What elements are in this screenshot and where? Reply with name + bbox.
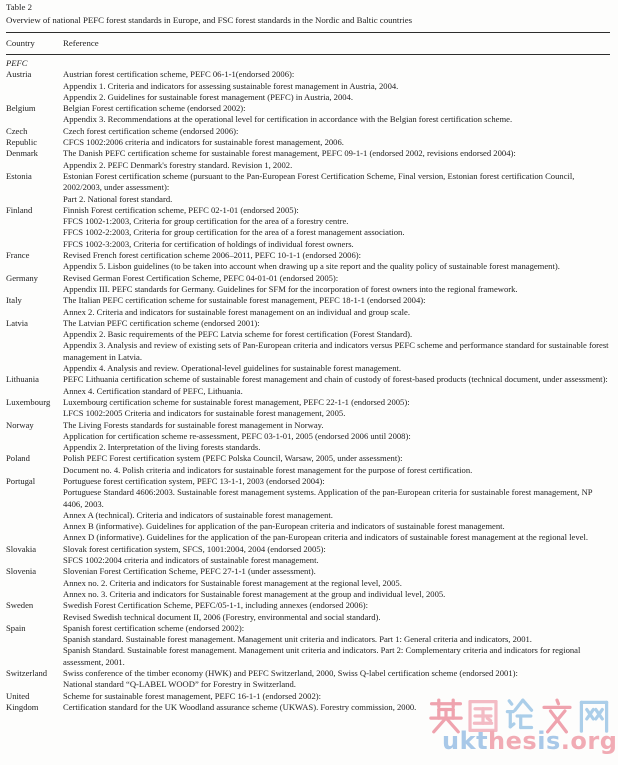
country-cell: Denmark: [6, 148, 38, 159]
reference-line: Belgian Forest certification scheme (endorsed 2002):: [63, 103, 246, 114]
column-header-reference: Reference: [63, 37, 99, 48]
reference-line: The Italian PEFC certification scheme for sustainable forest management, PEFC 18-1-1 (endorsed 2004):: [63, 295, 426, 306]
country-cell: Germany: [6, 272, 38, 283]
watermark-url-letter: o: [570, 727, 588, 755]
reference-cell: [63, 544, 610, 567]
country-cell: Switzerland: [6, 668, 48, 679]
country-cell: Poland: [6, 453, 30, 464]
reference-cell: [63, 171, 610, 205]
country-cell: Luxembourg: [6, 396, 51, 407]
reference-line: Appendix 2. Basic requirements of the PEFC Latvia scheme for forest certification (Forest Standard).: [63, 329, 413, 340]
reference-line: Portuguese Standard 4606:2003. Sustainable forest management systems. Application of the pan-European criteria for sustainable forest management, NP 4406, 2003.: [63, 487, 593, 509]
reference-line: Revised French forest certification scheme 2006–2011, PEFC 10-1-1 (endorsed 2006):: [63, 250, 362, 261]
reference-line: Appendix 2. Interpretation of the living forests standards.: [63, 442, 261, 453]
reference-line: CFCS 1002:2006 criteria and indicators for sustainable forest management, 2006.: [63, 137, 344, 148]
reference-cell: [63, 374, 610, 397]
reference-line: National standard “Q-LABEL WOOD” for Forestry in Switzerland.: [63, 679, 296, 690]
reference-line: Certification standard for the UK Woodland assurance scheme (UKWAS). Forestry commission, 2000.: [63, 701, 417, 712]
reference-line: Scheme for sustainable forest management, PEFC 16-1-1 (endorsed 2002):: [63, 690, 321, 701]
table-rows: [6, 69, 610, 713]
reference-cell: [63, 668, 610, 691]
table-row: [6, 420, 610, 454]
country-cell: Finland: [6, 204, 33, 215]
table-body: [6, 55, 610, 714]
table-row: [6, 544, 610, 567]
watermark-url-letter: h: [488, 727, 506, 755]
column-header-country: Country: [6, 37, 35, 48]
country-cell: Latvia: [6, 317, 28, 328]
reference-line: Document no. 4. Polish criteria and indicators for sustainable forest management for the purpose of forest certification.: [63, 464, 473, 475]
country-cell: Italy: [6, 295, 22, 306]
reference-line: Appendix 4. Analysis and review. Operational-level guidelines for sustainable forest management.: [63, 363, 402, 374]
reference-line: Appendix 3. Analysis and review of existing sets of Pan-European criteria and indicators versus PEFC scheme and performance standard for sustainable forest management in Latvia.: [63, 340, 609, 362]
reference-line: Slovak forest certification system, SFCS, 1001:2004, 2004 (endorsed 2005):: [63, 543, 326, 554]
watermark-url-letter: g: [599, 727, 618, 755]
reference-line: Annex A (technical). Criteria and indicators of sustainable forest management.: [63, 509, 333, 520]
watermark-url-letter: .: [560, 727, 571, 755]
watermark-url-letter: e: [505, 727, 523, 755]
table-header-row: [6, 33, 610, 54]
watermark-url-letter: u: [442, 727, 460, 755]
table-label: Table 2: [6, 2, 33, 12]
table-row: [6, 205, 610, 250]
reference-cell: [63, 397, 610, 420]
reference-line: FFCS 1002-3:2003, Criteria for certification of holdings of individual forest owners.: [63, 238, 354, 249]
reference-line: Annex B (informative). Guidelines for application of the pan-European criteria and indicators of sustainable forest management.: [63, 521, 505, 532]
reference-line: Spanish Standard. Sustainable forest management. Management unit criteria and indicators. Part 2: Complementary criteria and indicators for regional assessment, 2001.: [63, 645, 581, 667]
table-row: [6, 623, 610, 668]
table-row: [6, 171, 610, 205]
reference-cell: [63, 476, 610, 544]
reference-line: Appendix 5. Lisbon guidelines (to be taken into account when drawing up a site report and the quality policy of sustainable forest management).: [63, 261, 560, 272]
country-cell: Sweden: [6, 600, 34, 611]
table-row: [6, 103, 610, 126]
table-row: [6, 148, 610, 171]
watermark-url-letter: r: [587, 727, 600, 755]
watermark-url-letter: k: [459, 727, 477, 755]
reference-line: Spanish forest certification scheme (endorsed 2002):: [63, 622, 245, 633]
reference-cell: [63, 250, 610, 273]
reference-line: Revised Swedish technical document II, 2006 (Forestry, environmental and social standard).: [63, 611, 381, 622]
table-row: [6, 69, 610, 103]
table-row: [6, 397, 610, 420]
reference-line: Spanish standard. Sustainable forest management. Management unit criteria and indicators. Part 1: General criteria and indicators, 2001.: [63, 634, 532, 645]
reference-cell: [63, 453, 610, 476]
reference-cell: [63, 295, 610, 318]
reference-line: Revised German Forest Certification Scheme, PEFC 04-01-01 (endorsed 2005):: [63, 272, 339, 283]
reference-cell: [63, 69, 610, 103]
reference-line: The Living Forests standards for sustainable forest management in Norway.: [63, 419, 324, 430]
country-cell: Slovenia: [6, 566, 37, 577]
reference-line: FFCS 1002-2:2003, Criteria for group certification for the area of a forest management association.: [63, 227, 405, 238]
table-row: [6, 453, 610, 476]
table-row: [6, 476, 610, 544]
reference-cell: [63, 691, 610, 714]
reference-line: Appendix III. PEFC standards for Germany. Guidelines for SFM for the incorporation of forest owners into the regional framework.: [63, 283, 518, 294]
reference-cell: [63, 148, 610, 171]
watermark-url-letter: s: [522, 727, 538, 755]
reference-cell: [63, 420, 610, 454]
reference-line: PEFC Lithuania certification scheme of sustainable forest management and chain of custody of forest-based products (technical document, under assessment):: [63, 374, 608, 385]
table-row: [6, 250, 610, 273]
reference-line: Application for certification scheme re-assessment, PEFC 03-1-01, 2005 (endorsed 2006 until 2008):: [63, 430, 411, 441]
country-cell: Norway: [6, 419, 34, 430]
reference-line: Part 2. National forest standard.: [63, 193, 173, 204]
table-row: [6, 691, 610, 714]
country-cell: Austria: [6, 69, 32, 80]
table-row: [6, 600, 610, 623]
watermark-url-letter: s: [545, 727, 561, 755]
country-cell: France: [6, 250, 30, 261]
reference-line: Appendix 2. PEFC Denmark's forestry standard. Revision 1, 2002.: [63, 159, 293, 170]
section-label-pefc: PEFC: [6, 58, 28, 68]
table-row: [6, 566, 610, 600]
reference-cell: [63, 600, 610, 623]
reference-cell: [63, 205, 610, 250]
watermark-url-letter: i: [537, 727, 546, 755]
reference-line: The Latvian PEFC certification scheme (endorsed 2001):: [63, 317, 260, 328]
reference-line: FFCS 1002-1:2003, Criteria for group certification for the area of a forestry centre.: [63, 216, 349, 227]
reference-line: Annex no. 3. Criteria and indicators for Sustainable forest management at the group and individual level, 2005.: [63, 588, 446, 599]
reference-line: Annex 4. Certification standard of PEFC, Lithuania.: [63, 385, 243, 396]
reference-line: Swiss conference of the timber economy (HWK) and PEFC Switzerland, 2000, Swiss Q-label certification scheme (endorsed 2001):: [63, 668, 518, 679]
table-row: [6, 318, 610, 374]
reference-cell: [63, 566, 610, 600]
reference-cell: [63, 103, 610, 126]
country-cell: Czech Republic: [6, 125, 38, 148]
country-cell: Slovakia: [6, 543, 37, 554]
table-row: [6, 273, 610, 296]
reference-line: Portuguese forest certification system, PEFC 13-1-1, 2003 (endorsed 2004):: [63, 475, 325, 486]
table-row: [6, 126, 610, 149]
country-cell: Lithuania: [6, 374, 39, 385]
table-2-container: [6, 0, 610, 713]
reference-cell: [63, 318, 610, 374]
reference-line: Annex no. 2. Criteria and indicators for Sustainable forest management at the regional level, 2005.: [63, 577, 402, 588]
reference-line: Finnish Forest certification scheme, PEFC 02-1-01 (endorsed 2005):: [63, 204, 299, 215]
reference-line: LFCS 1002:2005 Criteria and indicators for sustainable forest management, 2005.: [63, 408, 346, 419]
table-row: [6, 668, 610, 691]
country-cell: United Kingdom: [6, 690, 39, 712]
reference-line: Luxembourg certification scheme for sustainable forest management, PEFC 22-1-1 (endorsed 2005):: [63, 396, 410, 407]
reference-line: Estonian Forest certification scheme (pursuant to the Pan-European Forest Certification Scheme, Final version, Estonian forest certification Council, 2002/2003, under assessment):: [63, 170, 575, 193]
reference-cell: [63, 126, 610, 149]
country-cell: Belgium: [6, 103, 36, 114]
reference-line: Slovenian Forest Certification Scheme, PEFC 27-1-1 (under assessment).: [63, 566, 316, 577]
reference-line: Polish PEFC Forest certification system (PEFC Polska Council, Warsaw, 2005, under assessment):: [63, 453, 403, 464]
table-caption: Overview of national PEFC forest standards in Europe, and FSC forest standards in the Nordic and Baltic countries: [6, 14, 413, 25]
reference-cell: [63, 623, 610, 668]
country-cell: Portugal: [6, 475, 36, 486]
reference-cell: [63, 273, 610, 296]
watermark-url-letter: t: [476, 727, 489, 755]
reference-line: The Danish PEFC certification scheme for sustainable forest management, PEFC 09-1-1 (endorsed 2002, revisions endorsed 2004):: [63, 148, 516, 159]
country-cell: Estonia: [6, 170, 32, 181]
table-row: [6, 295, 610, 318]
watermark-url-text: [442, 728, 618, 754]
reference-line: SFCS 1002:2004 criteria and indicators of sustainable forest management.: [63, 555, 319, 566]
reference-line: Appendix 2. Guidelines for sustainable forest management (PEFC) in Austria, 2004.: [63, 91, 353, 102]
reference-line: Appendix 3. Recommendations at the operational level for certification in accordance with the Belgian forest certification scheme.: [63, 114, 513, 125]
country-cell: Spain: [6, 622, 26, 633]
table-row: [6, 374, 610, 397]
reference-line: Annex 2. Criteria and indicators for sustainable forest management on an individual and group scale.: [63, 306, 410, 317]
reference-line: Czech forest certification scheme (endorsed 2006):: [63, 125, 239, 136]
reference-line: Swedish Forest Certification Scheme, PEFC/05-1-1, including annexes (endorsed 2006):: [63, 600, 369, 611]
reference-line: Appendix 1. Criteria and indicators for assessing sustainable forest management in Austria, 2004.: [63, 80, 399, 91]
reference-line: Austrian forest certification scheme, PEFC 06-1-1(endorsed 2006):: [63, 69, 295, 80]
reference-line: Annex D (informative). Guidelines for the application of the pan-European criteria and indicators of sustainable forest management at the regional level.: [63, 532, 588, 543]
